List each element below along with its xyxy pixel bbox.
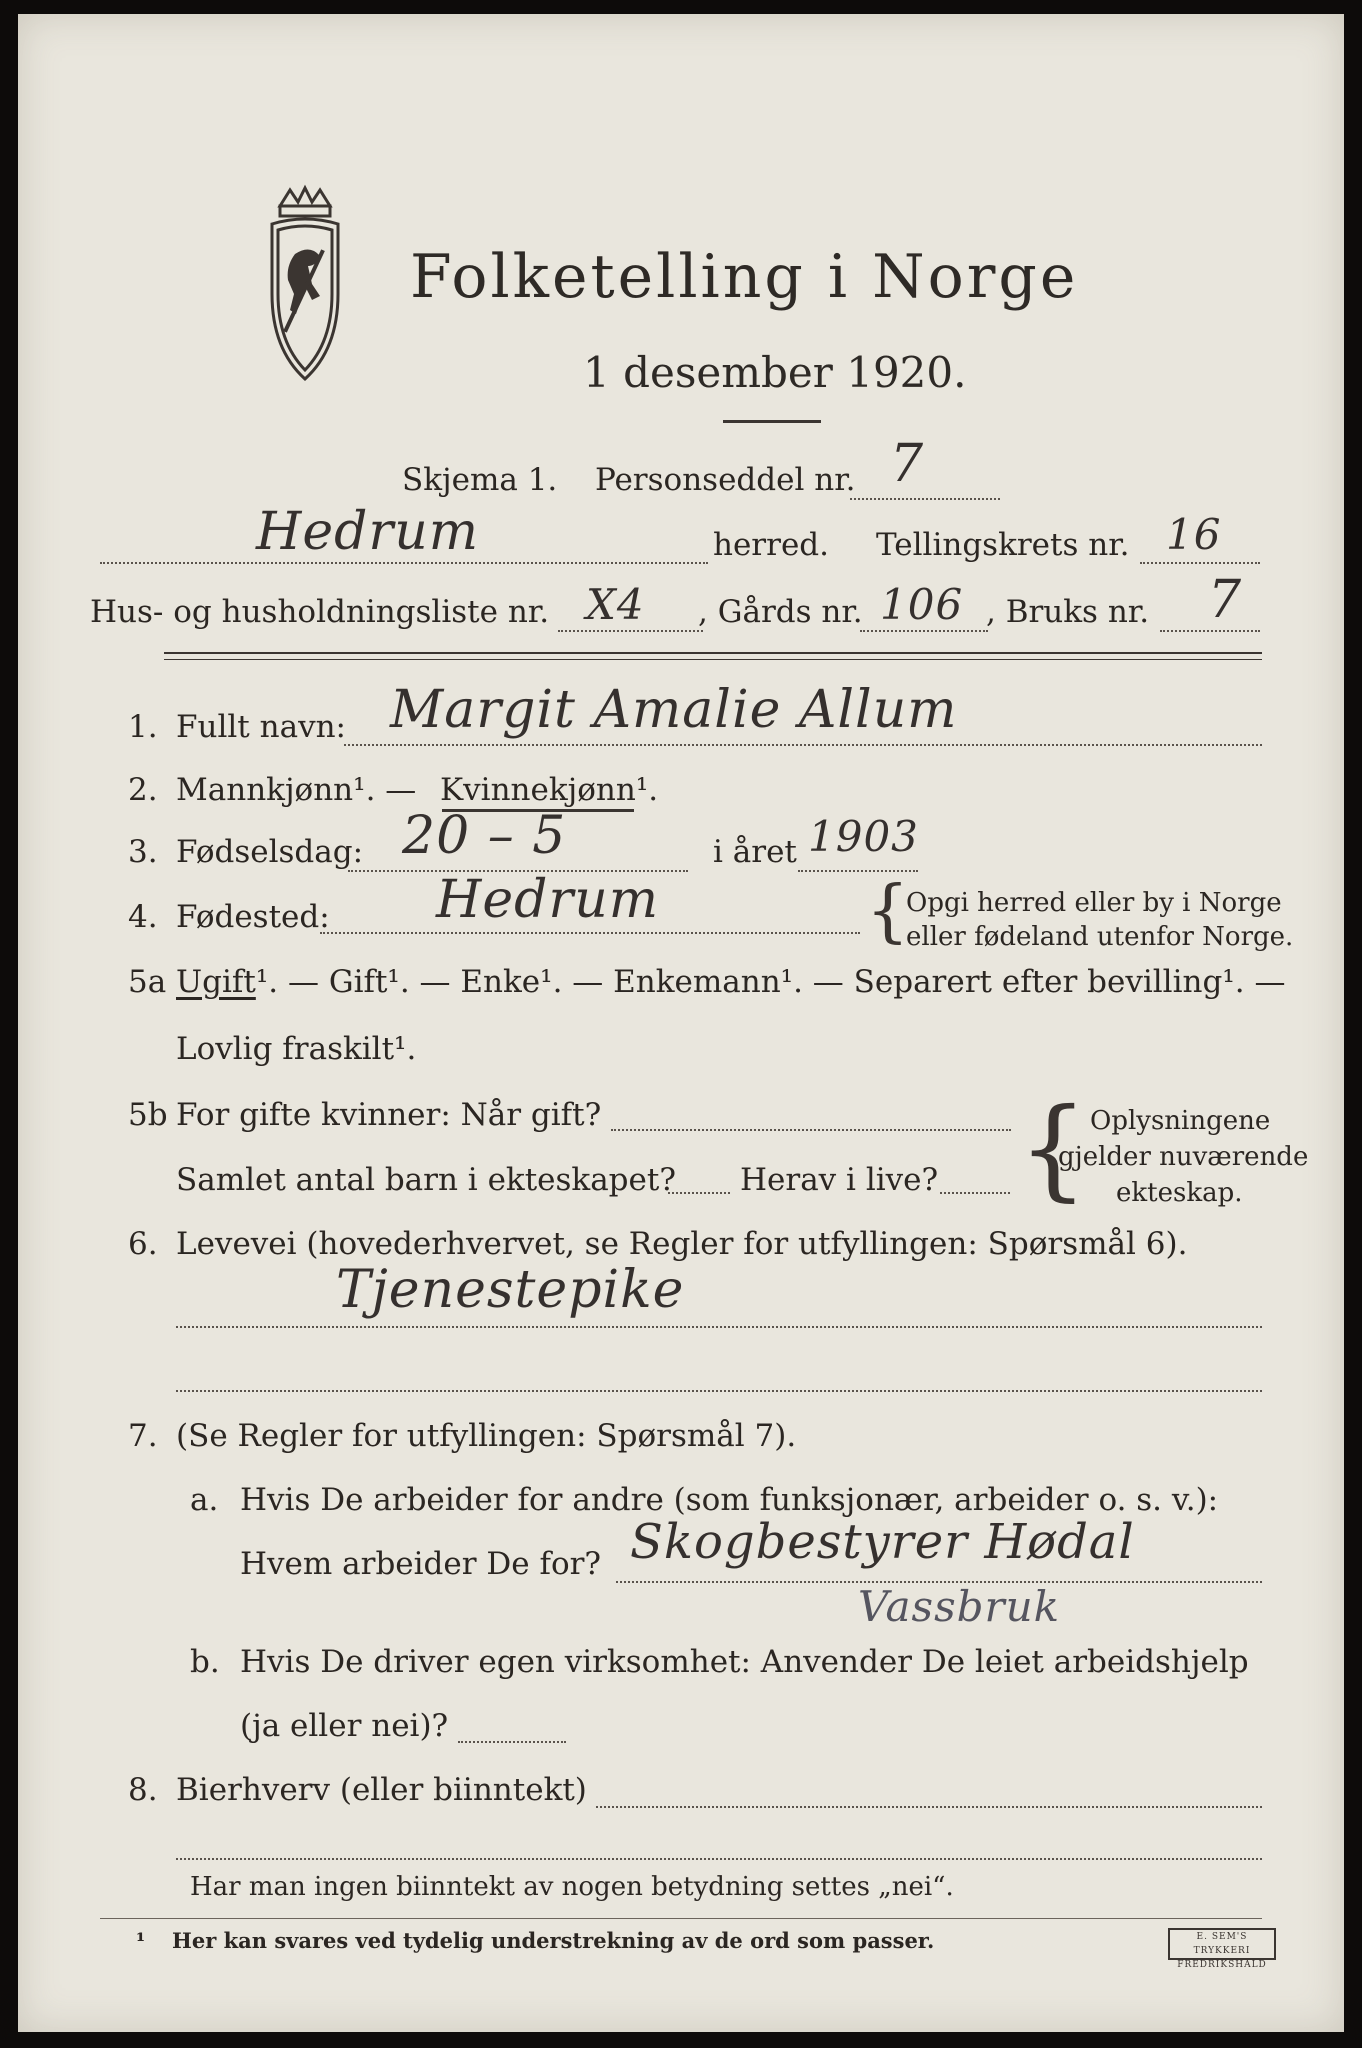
q7a-line2: Hvem arbeider De for? xyxy=(240,1546,602,1582)
q3-year-label: i året xyxy=(713,834,797,870)
q5b-alive-label: Herav i live? xyxy=(740,1162,939,1198)
footer-rule xyxy=(100,1918,1262,1919)
gards-value: 106 xyxy=(880,580,964,629)
q5b-note-line3: ekteskap. xyxy=(1116,1178,1243,1208)
q1-label: Fullt navn: xyxy=(176,709,346,745)
q1-number: 1. xyxy=(128,709,158,745)
herred-value: Hedrum xyxy=(256,502,480,562)
q2-number: 2. xyxy=(128,772,158,808)
printer-stamp: E. SEM'S TRYKKERI FREDRIKSHALD xyxy=(1168,1928,1276,1960)
bruks-value: 7 xyxy=(1208,570,1243,630)
q7a-value-line1: Skogbestyrer Hødal xyxy=(630,1514,1135,1570)
q3-label: Fødselsdag: xyxy=(176,834,364,870)
q7b-line1: Hvis De driver egen virksomhet: Anvender De leiet arbeidshjelp xyxy=(240,1644,1249,1680)
q8-line2 xyxy=(176,1858,1262,1860)
q7a-number: a. xyxy=(190,1482,219,1518)
q4-note-line2: eller fødeland utenfor Norge. xyxy=(906,922,1294,952)
q7b-line xyxy=(458,1741,566,1743)
tellingskrets-value: 16 xyxy=(1166,510,1222,559)
form-date: 1 desember 1920. xyxy=(583,348,967,397)
q5a-line2: Lovlig fraskilt¹. xyxy=(176,1031,417,1067)
q8-label: Bierhverv (eller biinntekt) xyxy=(176,1772,587,1808)
bruks-label: , Bruks nr. xyxy=(986,594,1150,630)
hus-label: Hus- og husholdningsliste nr. xyxy=(90,594,550,630)
q6-value: Tjenestepike xyxy=(336,1260,685,1320)
q8-number: 8. xyxy=(128,1772,158,1808)
q7b-line2: (ja eller nei)? xyxy=(240,1708,449,1744)
q4-label: Fødested: xyxy=(176,899,330,935)
q5b-line1: For gifte kvinner: Når gift? xyxy=(176,1097,602,1133)
q6-label: Levevei (hovederhvervet, se Regler for utfyllingen: Spørsmål 6). xyxy=(176,1226,1188,1262)
q7a-value-line2: Vassbruk xyxy=(858,1582,1061,1631)
herred-line xyxy=(100,562,708,564)
q1-line xyxy=(344,744,1262,746)
q4-note-line1: Opgi herred eller by i Norge xyxy=(906,888,1282,918)
hus-value: X4 xyxy=(586,580,645,629)
herred-label: herred. xyxy=(713,527,829,563)
q3-year: 1903 xyxy=(808,812,919,861)
q8-line1 xyxy=(596,1806,1262,1808)
q5b-children-line xyxy=(668,1192,730,1194)
footnote-mark: ¹ xyxy=(136,1928,146,1953)
q5a-other-options: ¹. — Gift¹. — Enke¹. — Enkemann¹. — Separert efter bevilling¹. — xyxy=(255,964,1286,1000)
q7a-line1: Hvis De arbeider for andre (som funksjonær, arbeider o. s. v.): xyxy=(240,1482,1219,1518)
q1-value: Margit Amalie Allum xyxy=(390,680,958,740)
q4-line xyxy=(320,932,860,934)
q5b-alive-line xyxy=(940,1192,1010,1194)
q5a-number: 5a xyxy=(128,964,167,1000)
q5b-note-line2: gjelder nuværende xyxy=(1058,1142,1309,1172)
q3-number: 3. xyxy=(128,834,158,870)
q2-female: Kvinnekjønn¹. xyxy=(440,772,659,808)
personseddel-value: 7 xyxy=(890,434,925,494)
q3-value: 20 – 5 xyxy=(402,806,567,866)
tellingskrets-label: Tellingskrets nr. xyxy=(876,527,1130,563)
q2-male: Mannkjønn¹. — xyxy=(176,772,417,808)
q6-line1 xyxy=(176,1326,1262,1328)
title-divider xyxy=(723,420,821,423)
census-form xyxy=(18,14,1344,2032)
gards-label: , Gårds nr. xyxy=(698,594,863,630)
footer-note: Har man ingen biinntekt av nogen betydning settes „nei“. xyxy=(190,1872,954,1902)
q4-value: Hedrum xyxy=(436,870,660,930)
skjema-label: Skjema 1. xyxy=(402,462,558,498)
personseddel-line xyxy=(850,498,1000,500)
header-rule-bottom xyxy=(164,659,1262,660)
q5b-note-line1: Oplysningene xyxy=(1090,1106,1271,1136)
q6-number: 6. xyxy=(128,1226,158,1262)
q5b-brace: { xyxy=(1018,1084,1088,1212)
q7b-number: b. xyxy=(190,1644,220,1680)
q7-number: 7. xyxy=(128,1418,158,1454)
q5b-married-line xyxy=(611,1129,1011,1131)
footnote-text: Her kan svares ved tydelig understrekning av de ord som passer. xyxy=(172,1928,935,1953)
header-rule-top xyxy=(164,652,1262,654)
gards-line xyxy=(860,630,988,632)
hus-line xyxy=(558,630,703,632)
personseddel-label: Personseddel nr. xyxy=(595,462,856,498)
norway-coat-of-arms-icon xyxy=(250,184,360,394)
q5b-number: 5b xyxy=(128,1097,168,1133)
q4-brace: { xyxy=(866,872,910,951)
tellingskrets-line xyxy=(1140,562,1260,564)
q7-label: (Se Regler for utfyllingen: Spørsmål 7). xyxy=(176,1418,797,1454)
q6-line2 xyxy=(176,1390,1262,1392)
q5a-ugift: Ugift xyxy=(176,964,256,1000)
form-title: Folketelling i Norge xyxy=(410,242,1079,312)
bruks-line xyxy=(1160,630,1260,632)
q4-number: 4. xyxy=(128,899,158,935)
q5a-options xyxy=(176,964,1285,1000)
q5b-children-label: Samlet antal barn i ekteskapet? xyxy=(176,1162,676,1198)
